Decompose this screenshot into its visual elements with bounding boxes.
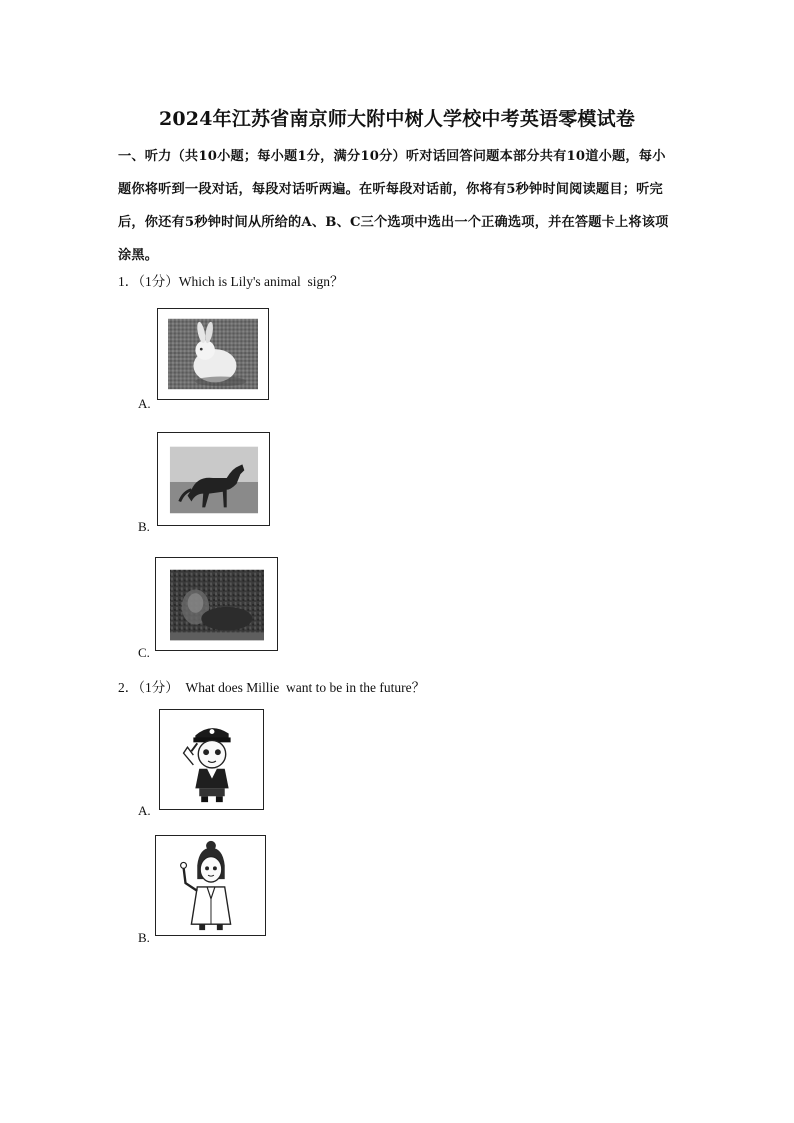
rabbit-photo-icon <box>158 309 268 399</box>
animal-photo-icon <box>156 558 277 650</box>
option-c-image <box>155 557 278 651</box>
section-instructions: 一、听力（共10小题；每小题1分，满分10分）听对话回答问题本部分共有10道小题，每小题你将听到一段对话，每段对话听两遍。在听每段对话前，你将有5秒钟时间阅读题目；听完后，你还有5秒钟时间从所给的A、B、C三个选项中选出一个正确选项，并在答题卡上将该项涂黑。 <box>118 149 669 263</box>
option-c-label: C. <box>138 645 150 660</box>
question-2 <box>118 676 425 696</box>
option-b-image <box>157 432 270 526</box>
question-text: Which is Lily's animal sign？ <box>178 274 344 289</box>
option-a-label: A. <box>138 803 151 818</box>
question-score: （1分） <box>138 274 179 289</box>
option-b-image <box>155 835 266 936</box>
option-b-label: B. <box>138 519 150 534</box>
option-a-image <box>157 308 269 400</box>
option-a-label: A. <box>138 396 151 411</box>
doctor-cartoon-icon <box>156 836 265 935</box>
question-number: 2． <box>118 680 139 695</box>
page-title: 2024年江苏省南京师大附中树人学校中考英语零模试卷 <box>158 108 636 130</box>
question-number: 1． <box>118 274 139 289</box>
question-text: What does Millie want to be in the future？ <box>178 680 426 695</box>
option-b-label: B. <box>138 930 150 945</box>
police-officer-cartoon-icon <box>160 710 263 809</box>
horse-photo-icon <box>158 433 269 525</box>
option-a-image <box>159 709 264 810</box>
question-score: （1分） <box>138 680 179 695</box>
question-1 <box>118 270 344 290</box>
